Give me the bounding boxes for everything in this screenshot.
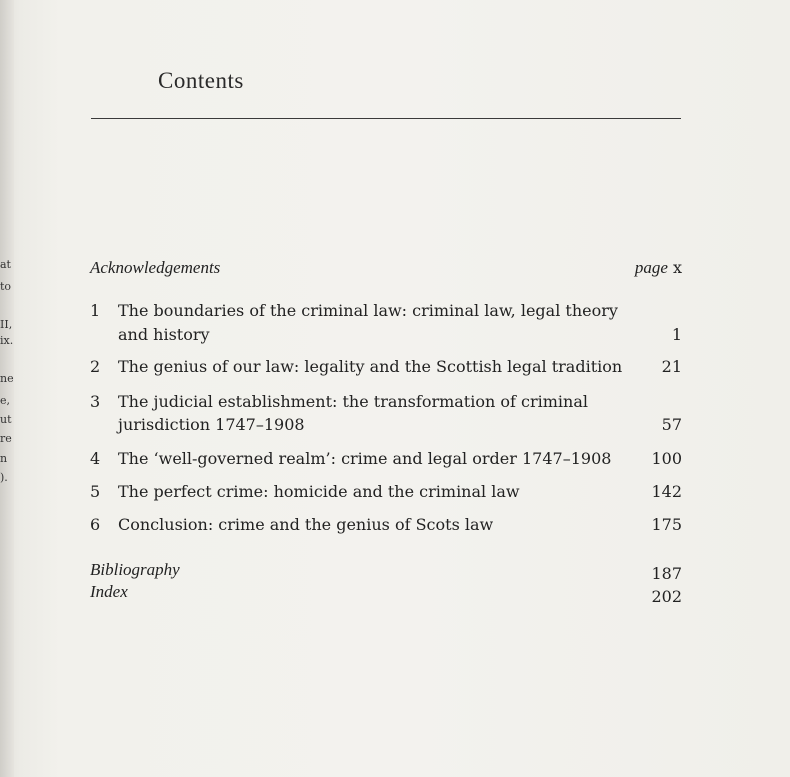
page-title: Contents [158, 68, 244, 93]
chapter-title-line: The ‘well-governed realm’: crime and legal order 1747–1908 [118, 449, 612, 468]
chapter-page: 142 [651, 482, 682, 501]
edge-fragment: ). [0, 471, 8, 484]
chapter-page: 1 [671, 325, 682, 344]
chapter-title-line: The perfect crime: homicide and the criminal law [118, 482, 520, 501]
edge-fragment: e, [0, 394, 11, 407]
toc-label: Bibliography [90, 560, 180, 579]
chapter-title-line: jurisdiction 1747–1908 [118, 415, 305, 434]
chapter-title-line: The judicial establishment: the transformation of criminal [118, 392, 588, 411]
toc-page-number: x [672, 258, 682, 277]
chapter-number: 1 [90, 301, 101, 320]
toc-label: Acknowledgements [90, 258, 221, 277]
toc-page-number: 202 [651, 587, 682, 606]
toc-label: Index [90, 582, 128, 601]
chapter-title-line: and history [118, 325, 210, 344]
edge-fragment: n [0, 452, 8, 465]
facing-page-edge [0, 0, 14, 777]
edge-fragment: to [0, 280, 12, 293]
edge-fragment: ne [0, 372, 14, 385]
title-rule [91, 118, 681, 119]
toc-page-number: 187 [651, 564, 682, 583]
chapter-page: 57 [661, 415, 682, 434]
chapter-page: 175 [651, 515, 682, 534]
page-prefix: page [634, 258, 668, 277]
edge-fragment: II, [0, 318, 13, 331]
chapter-page: 21 [661, 357, 682, 376]
chapter-number: 5 [90, 482, 101, 501]
chapter-page: 100 [651, 449, 682, 468]
chapter-title-line: Conclusion: crime and the genius of Scots law [118, 515, 494, 534]
edge-fragment: ix. [0, 334, 14, 347]
edge-fragment: at [0, 258, 11, 271]
chapter-number: 3 [90, 392, 101, 411]
chapter-number: 4 [90, 449, 101, 468]
edge-fragment: re [0, 432, 12, 445]
chapter-number: 6 [90, 515, 101, 534]
edge-fragment: ut [0, 413, 12, 426]
chapter-title-line: The boundaries of the criminal law: criminal law, legal theory [118, 301, 618, 320]
chapter-title-line: The genius of our law: legality and the Scottish legal tradition [118, 357, 623, 376]
chapter-number: 2 [90, 357, 101, 376]
toc-page [635, 256, 682, 279]
